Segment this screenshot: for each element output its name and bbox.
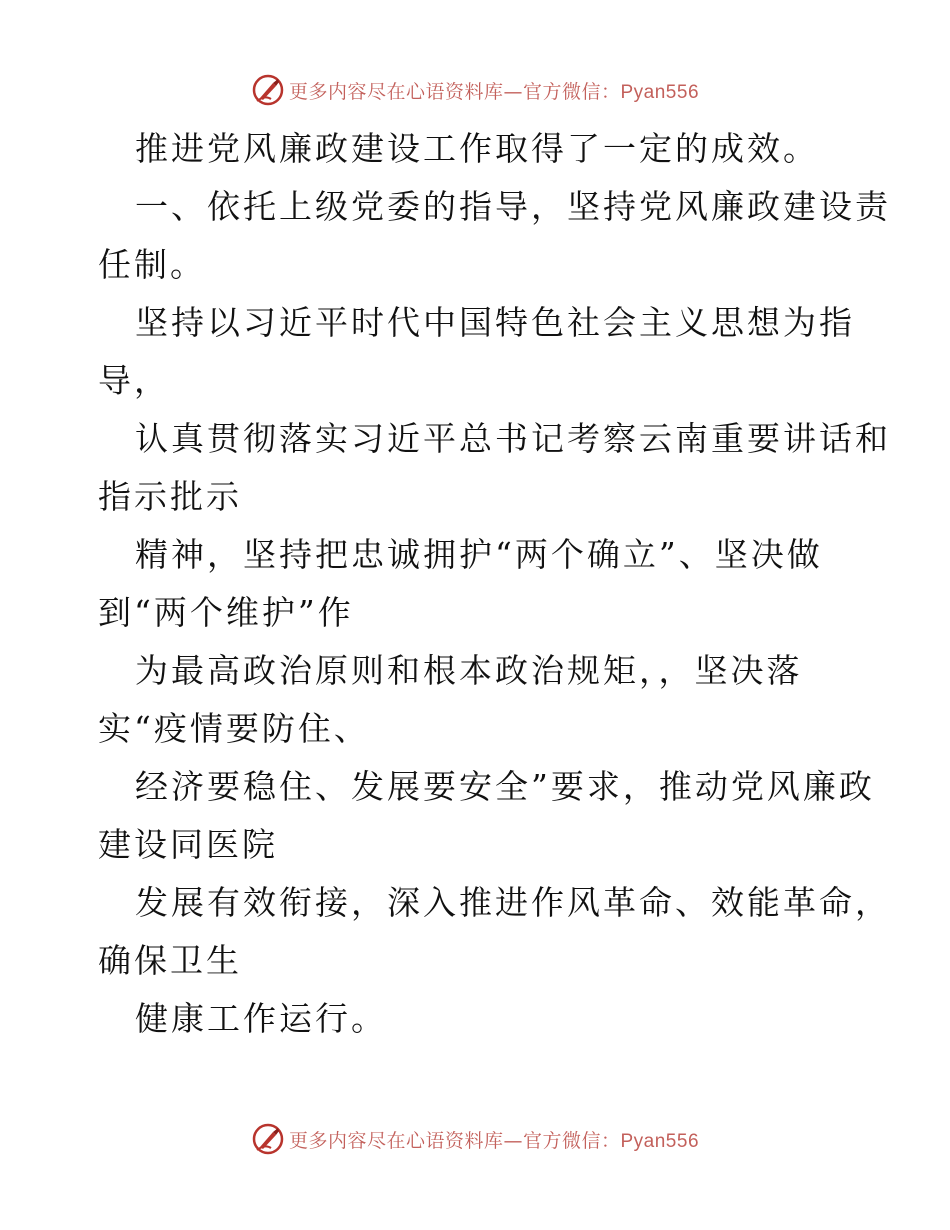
body-text-line: 健康工作运行。 (135, 999, 387, 1038)
body-text-line: 到“两个维护”作 (98, 593, 354, 632)
document-body (98, 120, 891, 1048)
watermark-text (289, 77, 699, 104)
body-text-line: 一、依托上级党委的指导，坚持党风廉政建设责 (135, 187, 891, 226)
body-text-line: 指示批示 (98, 477, 242, 516)
body-text-line: 导， (98, 361, 170, 400)
body-text-line: 实“疫情要防住、 (98, 709, 370, 748)
watermark-text (289, 1126, 699, 1153)
body-text-line: 认真贯彻落实习近平总书记考察云南重要讲话和 (135, 419, 891, 458)
body-text-line: 确保卫生 (98, 941, 242, 980)
body-text-line: 经济要稳住、发展要安全”要求，推动党风廉政 (135, 767, 875, 806)
body-text-line: 任制。 (98, 245, 206, 284)
watermark-prefix: 更多内容尽在心语资料库—官方微信： (288, 80, 621, 103)
quill-logo-icon (251, 1122, 285, 1156)
watermark-account: Pyan556 (620, 1130, 700, 1152)
body-text-line: 坚持以习近平时代中国特色社会主义思想为指 (135, 303, 855, 342)
quill-logo-icon (251, 73, 285, 107)
footer-watermark (0, 1119, 950, 1159)
watermark-account: Pyan556 (620, 81, 700, 103)
watermark-prefix: 更多内容尽在心语资料库—官方微信： (288, 1129, 621, 1152)
body-text-line: 精神，坚持把忠诚拥护“两个确立”、坚决做 (135, 535, 823, 574)
body-text-line: 建设同医院 (98, 825, 278, 864)
header-watermark (0, 70, 950, 110)
body-text-line: 推进党风廉政建设工作取得了一定的成效。 (135, 129, 819, 168)
body-text-line: 发展有效衔接，深入推进作风革命、效能革命， (135, 883, 891, 922)
body-text-line: 为最高政治原则和根本政治规矩，，坚决落 (135, 651, 803, 690)
